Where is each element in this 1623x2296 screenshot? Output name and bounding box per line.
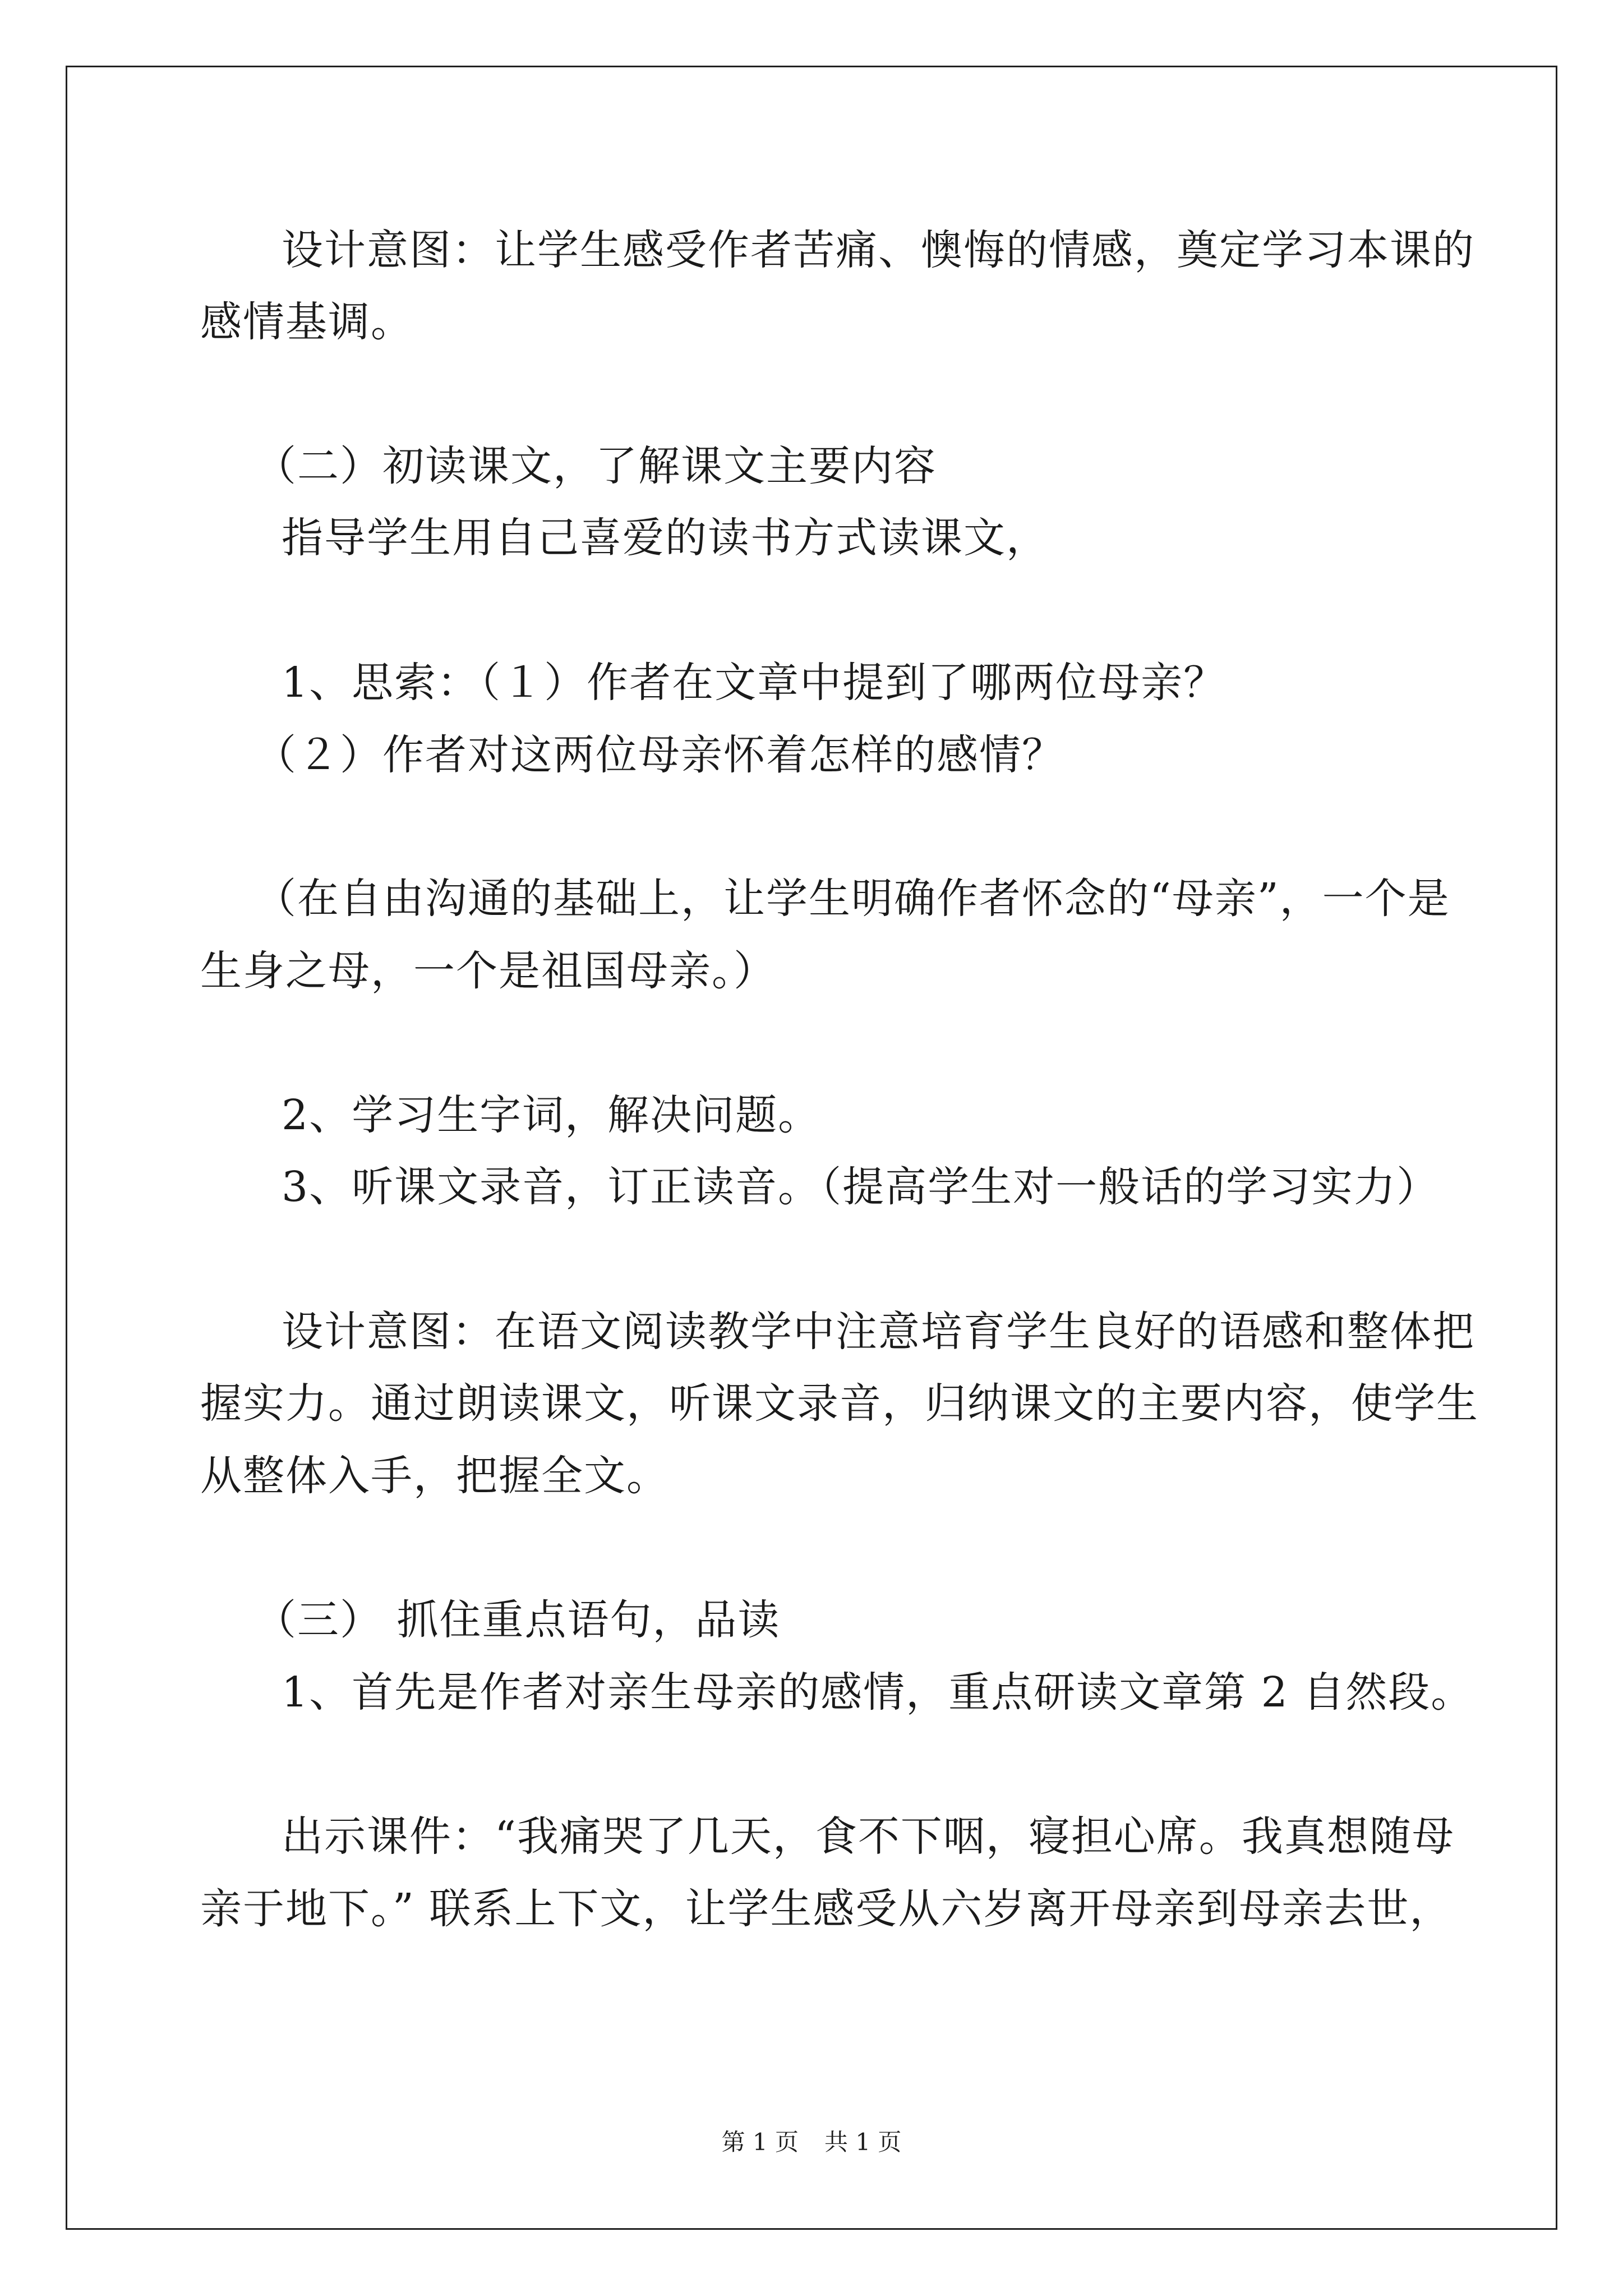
paragraph-line: 设计意图：让学生感受作者苦痛、懊悔的情感，奠定学习本课的: [282, 226, 1475, 274]
paragraph-line: 从整体入手，把握全文。: [200, 1452, 669, 1500]
paragraph-line: 握实力。通过朗读课文，听课文录音，归纳课文的主要内容，使学生: [200, 1379, 1479, 1428]
paragraph-line: 指导学生用自己喜爱的读书方式读课文，: [282, 514, 1049, 562]
paragraph-line: 生身之母，一个是祖国母亲。）: [200, 947, 776, 995]
paragraph-line: （在自由沟通的基础上，让学生明确作者怀念的“母亲”，一个是: [255, 875, 1450, 923]
page-total: 共 1 页: [824, 2128, 902, 2156]
page-footer: [0, 2124, 1623, 2157]
paragraph-line: 2、学习生字词，解决问题。: [282, 1091, 821, 1139]
section-heading: （二）初读课文，了解课文主要内容: [255, 442, 937, 490]
paragraph-line: 出示课件：“我痛哭了几天，食不下咽，寝担心席。我真想随母: [282, 1812, 1455, 1861]
paragraph-line: 1、首先是作者对亲生母亲的感情，重点研读文章第 2 自然段。: [282, 1668, 1474, 1717]
paragraph-line: 设计意图：在语文阅读教学中注意培育学生良好的语感和整体把: [282, 1308, 1475, 1356]
paragraph-line: 1、思索：（１）作者在文章中提到了哪两位母亲？: [282, 659, 1227, 707]
section-heading: （三） 抓住重点语句，品读: [255, 1596, 781, 1644]
paragraph-line: （２）作者对这两位母亲怀着怎样的感情？: [255, 731, 1064, 779]
paragraph-line: 感情基调。: [200, 298, 413, 346]
paragraph-line: 3、听课文录音，订正读音。（提高学生对一般话的学习实力）: [282, 1163, 1440, 1211]
page-number: 第 1 页: [721, 2128, 799, 2156]
paragraph-line: 亲于地下。” 联系上下文，让学生感受从六岁离开母亲到母亲去世，: [200, 1885, 1453, 1933]
